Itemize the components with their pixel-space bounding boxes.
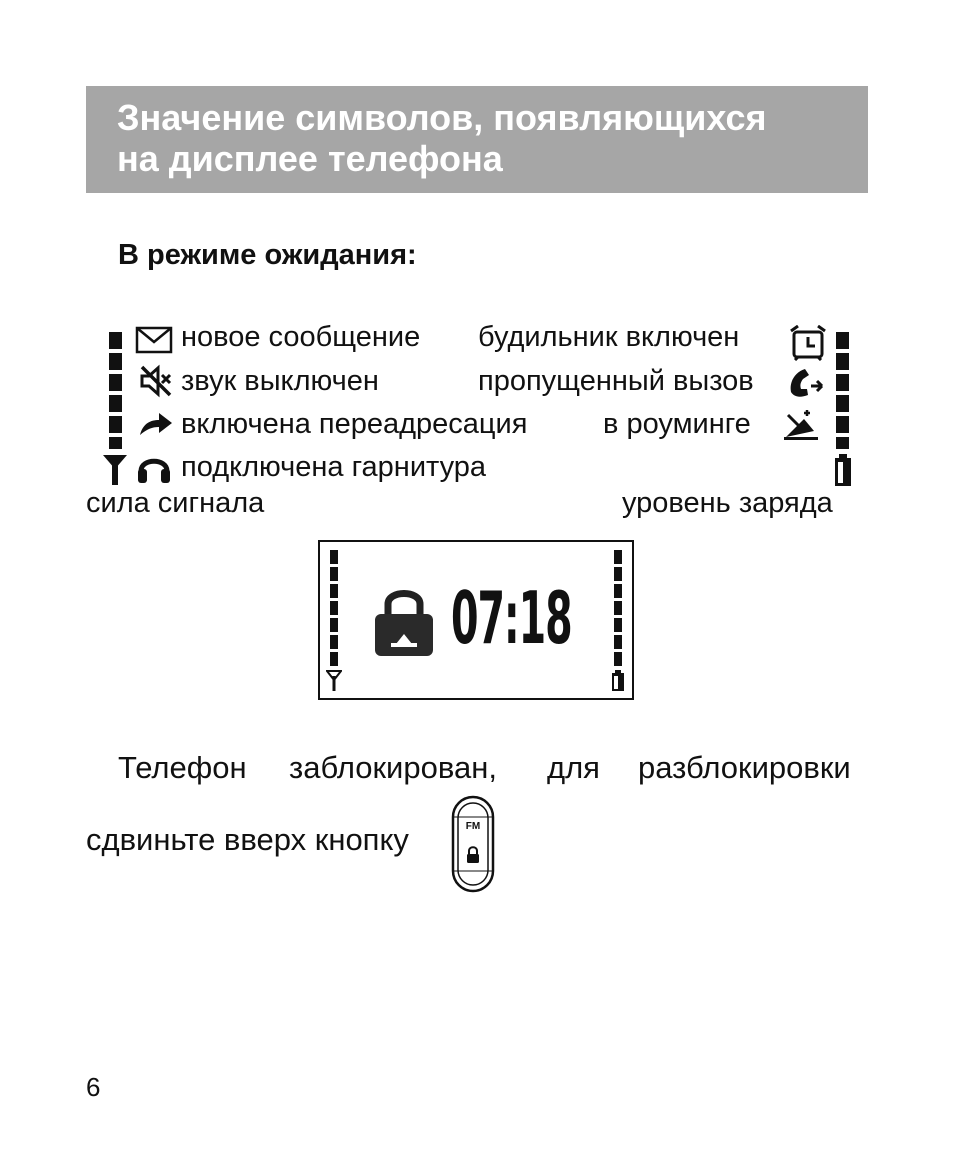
- battery-icon: [833, 453, 853, 487]
- legend-label-roaming: в роуминге: [603, 408, 751, 440]
- envelope-icon: [135, 326, 173, 354]
- instruction-line-2: сдвиньте вверх кнопку: [86, 822, 409, 857]
- signal-antenna-icon: [100, 452, 130, 486]
- legend-label-alarm: будильник включен: [478, 321, 740, 353]
- page-title-line-2: на дисплее телефона: [117, 138, 503, 179]
- alarm-clock-icon: [789, 325, 827, 361]
- page-title-line-1: Значение символов, появляющихся: [117, 97, 767, 138]
- fm-lock-slider-button: [450, 795, 496, 893]
- instruction-word-2: заблокирован,: [289, 750, 497, 785]
- battery-level-label: уровень заряда: [622, 487, 833, 519]
- headset-icon: [136, 451, 172, 485]
- display-antenna-icon: [326, 670, 342, 692]
- page-number: 6: [86, 1072, 101, 1102]
- legend-label-headset: подключена гарнитура: [181, 451, 487, 483]
- roaming-icon: [782, 409, 820, 441]
- instruction-word-1: Телефон: [118, 750, 247, 785]
- section-title: В режиме ожидания:: [118, 239, 417, 271]
- display-battery-icon: [611, 670, 625, 692]
- signal-strength-label: сила сигнала: [86, 487, 265, 519]
- page-title: [117, 97, 867, 179]
- display-clock: 07:18: [451, 576, 572, 660]
- fm-button-label: FM: [465, 821, 481, 832]
- call-forward-icon: [137, 410, 175, 438]
- legend-label-missed-call: пропущенный вызов: [478, 365, 754, 397]
- legend-label-call-forward: включена переадресация: [181, 408, 528, 440]
- instruction-word-4: разблокировки: [638, 750, 851, 785]
- legend-label-new-message: новое сообщение: [181, 321, 421, 353]
- legend-label-sound-off: звук выключен: [181, 365, 379, 397]
- missed-call-icon: [787, 366, 825, 398]
- padlock-icon: [371, 586, 437, 658]
- instruction-word-3: для: [547, 750, 600, 785]
- phone-display: [318, 540, 634, 700]
- sound-off-icon: [138, 364, 174, 398]
